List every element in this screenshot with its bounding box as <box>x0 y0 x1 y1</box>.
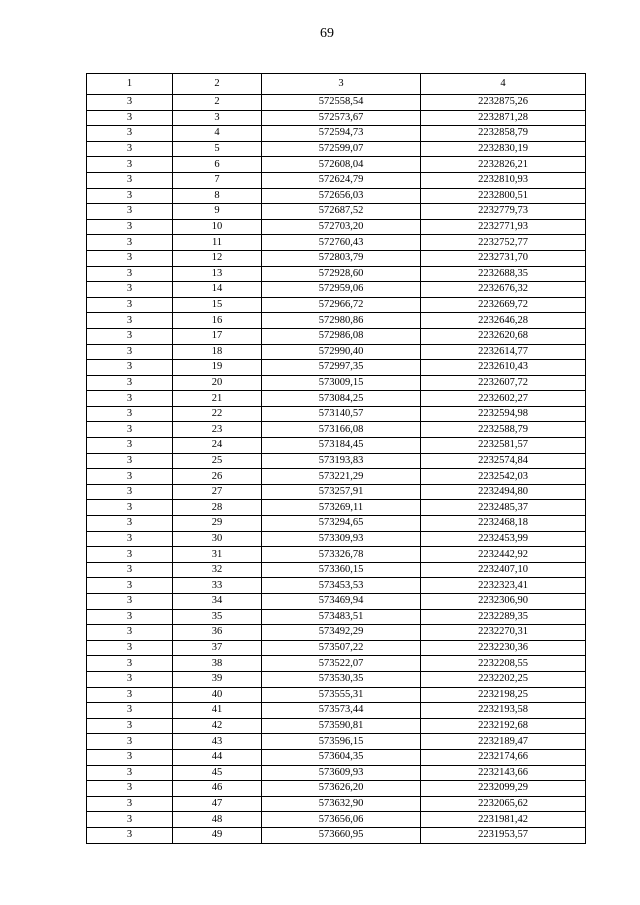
table-cell: 2232581,57 <box>421 438 586 454</box>
table-cell: 2232858,79 <box>421 126 586 142</box>
table-cell: 573453,53 <box>262 578 421 594</box>
table-row <box>87 453 586 469</box>
table-cell: 3 <box>87 219 173 235</box>
table-cell: 27 <box>173 484 262 500</box>
table-cell: 3 <box>87 562 173 578</box>
table-cell: 573555,31 <box>262 687 421 703</box>
table-cell: 2232198,25 <box>421 687 586 703</box>
table-row <box>87 781 586 797</box>
table-cell: 2232620,68 <box>421 328 586 344</box>
table-cell: 572594,73 <box>262 126 421 142</box>
table-cell: 3 <box>87 781 173 797</box>
table-cell: 48 <box>173 812 262 828</box>
table-row <box>87 609 586 625</box>
table-cell: 573257,91 <box>262 484 421 500</box>
table-cell: 2232202,25 <box>421 671 586 687</box>
table-cell: 3 <box>87 188 173 204</box>
table-cell: 3 <box>87 703 173 719</box>
table-row <box>87 827 586 843</box>
table-cell: 2232871,28 <box>421 110 586 126</box>
table-cell: 573009,15 <box>262 375 421 391</box>
table-cell: 3 <box>87 625 173 641</box>
table-cell: 2232800,51 <box>421 188 586 204</box>
table-cell: 2232289,35 <box>421 609 586 625</box>
table-row <box>87 126 586 142</box>
table-cell: 2232193,58 <box>421 703 586 719</box>
table-row <box>87 812 586 828</box>
table-cell: 44 <box>173 749 262 765</box>
table-cell: 2232230,36 <box>421 640 586 656</box>
table-cell: 572760,43 <box>262 235 421 251</box>
table-cell: 33 <box>173 578 262 594</box>
table-cell: 3 <box>87 313 173 329</box>
table-cell: 3 <box>87 172 173 188</box>
table-cell: 3 <box>87 516 173 532</box>
coordinates-table <box>86 73 586 844</box>
table-cell: 3 <box>87 282 173 298</box>
table-cell: 3 <box>87 360 173 376</box>
table-cell: 16 <box>173 313 262 329</box>
table-cell: 2231953,57 <box>421 827 586 843</box>
table-cell: 2232875,26 <box>421 95 586 111</box>
table-cell: 2232065,62 <box>421 796 586 812</box>
table-cell: 29 <box>173 516 262 532</box>
table-row <box>87 266 586 282</box>
table-row <box>87 718 586 734</box>
table-cell: 10 <box>173 219 262 235</box>
header-row <box>87 74 586 95</box>
table-cell: 572997,35 <box>262 360 421 376</box>
table-cell: 2232607,72 <box>421 375 586 391</box>
table-cell: 3 <box>87 827 173 843</box>
table-row <box>87 344 586 360</box>
table-cell: 2232731,70 <box>421 250 586 266</box>
table-cell: 2232323,41 <box>421 578 586 594</box>
table-cell: 49 <box>173 827 262 843</box>
table-cell: 573660,95 <box>262 827 421 843</box>
table-cell: 573483,51 <box>262 609 421 625</box>
table-cell: 17 <box>173 328 262 344</box>
table-cell: 3 <box>87 531 173 547</box>
table-cell: 2232676,32 <box>421 282 586 298</box>
table-cell: 3 <box>87 765 173 781</box>
table-row <box>87 250 586 266</box>
table-cell: 573360,15 <box>262 562 421 578</box>
table-cell: 3 <box>87 656 173 672</box>
table-cell: 2232442,92 <box>421 547 586 563</box>
table-cell: 2232810,93 <box>421 172 586 188</box>
table-row <box>87 703 586 719</box>
table-row <box>87 204 586 220</box>
table-cell: 3 <box>87 204 173 220</box>
table-cell: 3 <box>87 609 173 625</box>
table-cell: 3 <box>87 453 173 469</box>
table-cell: 4 <box>173 126 262 142</box>
table-cell: 46 <box>173 781 262 797</box>
table-cell: 573656,06 <box>262 812 421 828</box>
table-cell: 3 <box>173 110 262 126</box>
table-cell: 573326,78 <box>262 547 421 563</box>
table-cell: 572980,86 <box>262 313 421 329</box>
table-cell: 2232614,77 <box>421 344 586 360</box>
table-cell: 43 <box>173 734 262 750</box>
table-cell: 573269,11 <box>262 500 421 516</box>
table-row <box>87 406 586 422</box>
table-row <box>87 172 586 188</box>
table-cell: 572990,40 <box>262 344 421 360</box>
table-row <box>87 110 586 126</box>
table-row <box>87 235 586 251</box>
table-cell: 2232143,66 <box>421 765 586 781</box>
table-row <box>87 547 586 563</box>
table-row <box>87 656 586 672</box>
table-cell: 572928,60 <box>262 266 421 282</box>
table-cell: 2232594,98 <box>421 406 586 422</box>
table-cell: 3 <box>87 687 173 703</box>
page-number: 69 <box>320 26 334 41</box>
table-cell: 2232830,19 <box>421 141 586 157</box>
table-cell: 2232574,84 <box>421 453 586 469</box>
table-cell: 22 <box>173 406 262 422</box>
table-cell: 2232669,72 <box>421 297 586 313</box>
table-row <box>87 219 586 235</box>
table-cell: 2232588,79 <box>421 422 586 438</box>
table-cell: 25 <box>173 453 262 469</box>
table-row <box>87 516 586 532</box>
table-cell: 3 <box>87 812 173 828</box>
table-cell: 573573,44 <box>262 703 421 719</box>
table-cell: 2232208,55 <box>421 656 586 672</box>
table-cell: 3 <box>87 375 173 391</box>
table-cell: 21 <box>173 391 262 407</box>
table-cell: 572986,08 <box>262 328 421 344</box>
table-cell: 13 <box>173 266 262 282</box>
table-cell: 18 <box>173 344 262 360</box>
table-cell: 45 <box>173 765 262 781</box>
table-cell: 14 <box>173 282 262 298</box>
table-row <box>87 500 586 516</box>
table-row <box>87 578 586 594</box>
table-cell: 38 <box>173 656 262 672</box>
table-cell: 2232270,31 <box>421 625 586 641</box>
table-cell: 2232174,66 <box>421 749 586 765</box>
table-cell: 573492,29 <box>262 625 421 641</box>
table-cell: 47 <box>173 796 262 812</box>
table-cell: 3 <box>87 235 173 251</box>
table-cell: 31 <box>173 547 262 563</box>
table-row <box>87 157 586 173</box>
table-cell: 572573,67 <box>262 110 421 126</box>
table-cell: 2232407,10 <box>421 562 586 578</box>
table-row <box>87 796 586 812</box>
table-cell: 573469,94 <box>262 594 421 610</box>
table-row <box>87 749 586 765</box>
table-cell: 3 <box>87 718 173 734</box>
table-row <box>87 671 586 687</box>
table-cell: 573166,08 <box>262 422 421 438</box>
table-cell: 40 <box>173 687 262 703</box>
table-cell: 32 <box>173 562 262 578</box>
table-cell: 2232099,29 <box>421 781 586 797</box>
table-row <box>87 562 586 578</box>
table-row <box>87 594 586 610</box>
table-row <box>87 375 586 391</box>
table-cell: 2232306,90 <box>421 594 586 610</box>
table-cell: 24 <box>173 438 262 454</box>
table-cell: 39 <box>173 671 262 687</box>
table-cell: 12 <box>173 250 262 266</box>
table-cell: 572959,06 <box>262 282 421 298</box>
table-cell: 573530,35 <box>262 671 421 687</box>
table-row <box>87 422 586 438</box>
table-cell: 573221,29 <box>262 469 421 485</box>
table-cell: 573309,93 <box>262 531 421 547</box>
table-cell: 3 <box>87 391 173 407</box>
table-row <box>87 313 586 329</box>
table-cell: 2232468,18 <box>421 516 586 532</box>
table-cell: 3 <box>87 484 173 500</box>
table-cell: 2232688,35 <box>421 266 586 282</box>
table-cell: 2232453,99 <box>421 531 586 547</box>
table-cell: 573294,65 <box>262 516 421 532</box>
table-row <box>87 391 586 407</box>
table-cell: 23 <box>173 422 262 438</box>
table-cell: 2232826,21 <box>421 157 586 173</box>
table-cell: 35 <box>173 609 262 625</box>
table-cell: 3 <box>87 749 173 765</box>
table-cell: 573632,90 <box>262 796 421 812</box>
table-row <box>87 469 586 485</box>
table-cell: 3 <box>87 594 173 610</box>
table-header <box>87 74 586 95</box>
table-cell: 3 <box>87 734 173 750</box>
table-cell: 573590,81 <box>262 718 421 734</box>
table-cell: 3 <box>87 640 173 656</box>
header-cell-4: 4 <box>421 74 586 95</box>
table-cell: 572599,07 <box>262 141 421 157</box>
table-row <box>87 141 586 157</box>
table-row <box>87 328 586 344</box>
table-cell: 572608,04 <box>262 157 421 173</box>
table-cell: 2232602,27 <box>421 391 586 407</box>
table-cell: 572966,72 <box>262 297 421 313</box>
header-cell-1: 1 <box>87 74 173 95</box>
table-cell: 573140,57 <box>262 406 421 422</box>
table-cell: 2232494,80 <box>421 484 586 500</box>
table-cell: 3 <box>87 157 173 173</box>
table-cell: 7 <box>173 172 262 188</box>
table-row <box>87 438 586 454</box>
table-cell: 2 <box>173 95 262 111</box>
table-cell: 573604,35 <box>262 749 421 765</box>
table-cell: 3 <box>87 438 173 454</box>
table-row <box>87 282 586 298</box>
table-cell: 2232771,93 <box>421 219 586 235</box>
table-row <box>87 484 586 500</box>
table-body <box>87 95 586 844</box>
table-cell: 8 <box>173 188 262 204</box>
table-cell: 573522,07 <box>262 656 421 672</box>
table-cell: 26 <box>173 469 262 485</box>
table-cell: 3 <box>87 141 173 157</box>
table-cell: 2232779,73 <box>421 204 586 220</box>
table-cell: 15 <box>173 297 262 313</box>
table-cell: 572558,54 <box>262 95 421 111</box>
table-cell: 36 <box>173 625 262 641</box>
table-cell: 3 <box>87 796 173 812</box>
table-cell: 573184,45 <box>262 438 421 454</box>
table-cell: 3 <box>87 422 173 438</box>
table-cell: 572687,52 <box>262 204 421 220</box>
table-cell: 28 <box>173 500 262 516</box>
table-cell: 11 <box>173 235 262 251</box>
table-cell: 3 <box>87 110 173 126</box>
table-cell: 19 <box>173 360 262 376</box>
table-cell: 2232485,37 <box>421 500 586 516</box>
table-row <box>87 188 586 204</box>
table-cell: 9 <box>173 204 262 220</box>
table-cell: 34 <box>173 594 262 610</box>
table-cell: 6 <box>173 157 262 173</box>
table-cell: 3 <box>87 297 173 313</box>
table-row <box>87 640 586 656</box>
table-row <box>87 531 586 547</box>
table-row <box>87 687 586 703</box>
table-cell: 3 <box>87 406 173 422</box>
table-row <box>87 95 586 111</box>
table-cell: 41 <box>173 703 262 719</box>
table-cell: 3 <box>87 328 173 344</box>
table-cell: 3 <box>87 250 173 266</box>
table-cell: 572703,20 <box>262 219 421 235</box>
table-cell: 3 <box>87 344 173 360</box>
table-cell: 2231981,42 <box>421 812 586 828</box>
table-row <box>87 765 586 781</box>
table-cell: 3 <box>87 266 173 282</box>
table-cell: 573507,22 <box>262 640 421 656</box>
table-cell: 3 <box>87 95 173 111</box>
table-cell: 2232192,68 <box>421 718 586 734</box>
table-cell: 3 <box>87 469 173 485</box>
header-cell-2: 2 <box>173 74 262 95</box>
table-cell: 3 <box>87 578 173 594</box>
table-cell: 2232752,77 <box>421 235 586 251</box>
header-cell-3: 3 <box>262 74 421 95</box>
table-cell: 3 <box>87 126 173 142</box>
table-cell: 42 <box>173 718 262 734</box>
table-cell: 2232542,03 <box>421 469 586 485</box>
table-cell: 573596,15 <box>262 734 421 750</box>
table-cell: 2232646,28 <box>421 313 586 329</box>
table-row <box>87 360 586 376</box>
table-cell: 20 <box>173 375 262 391</box>
table-cell: 572624,79 <box>262 172 421 188</box>
table-row <box>87 734 586 750</box>
table-cell: 573084,25 <box>262 391 421 407</box>
table-cell: 573193,83 <box>262 453 421 469</box>
table-cell: 2232189,47 <box>421 734 586 750</box>
table-cell: 573609,93 <box>262 765 421 781</box>
table-cell: 572803,79 <box>262 250 421 266</box>
table-cell: 5 <box>173 141 262 157</box>
table-cell: 573626,20 <box>262 781 421 797</box>
table-cell: 572656,03 <box>262 188 421 204</box>
table-cell: 30 <box>173 531 262 547</box>
table-cell: 2232610,43 <box>421 360 586 376</box>
table-cell: 3 <box>87 500 173 516</box>
table-cell: 37 <box>173 640 262 656</box>
table-cell: 3 <box>87 547 173 563</box>
table-row <box>87 625 586 641</box>
table-row <box>87 297 586 313</box>
table-cell: 3 <box>87 671 173 687</box>
